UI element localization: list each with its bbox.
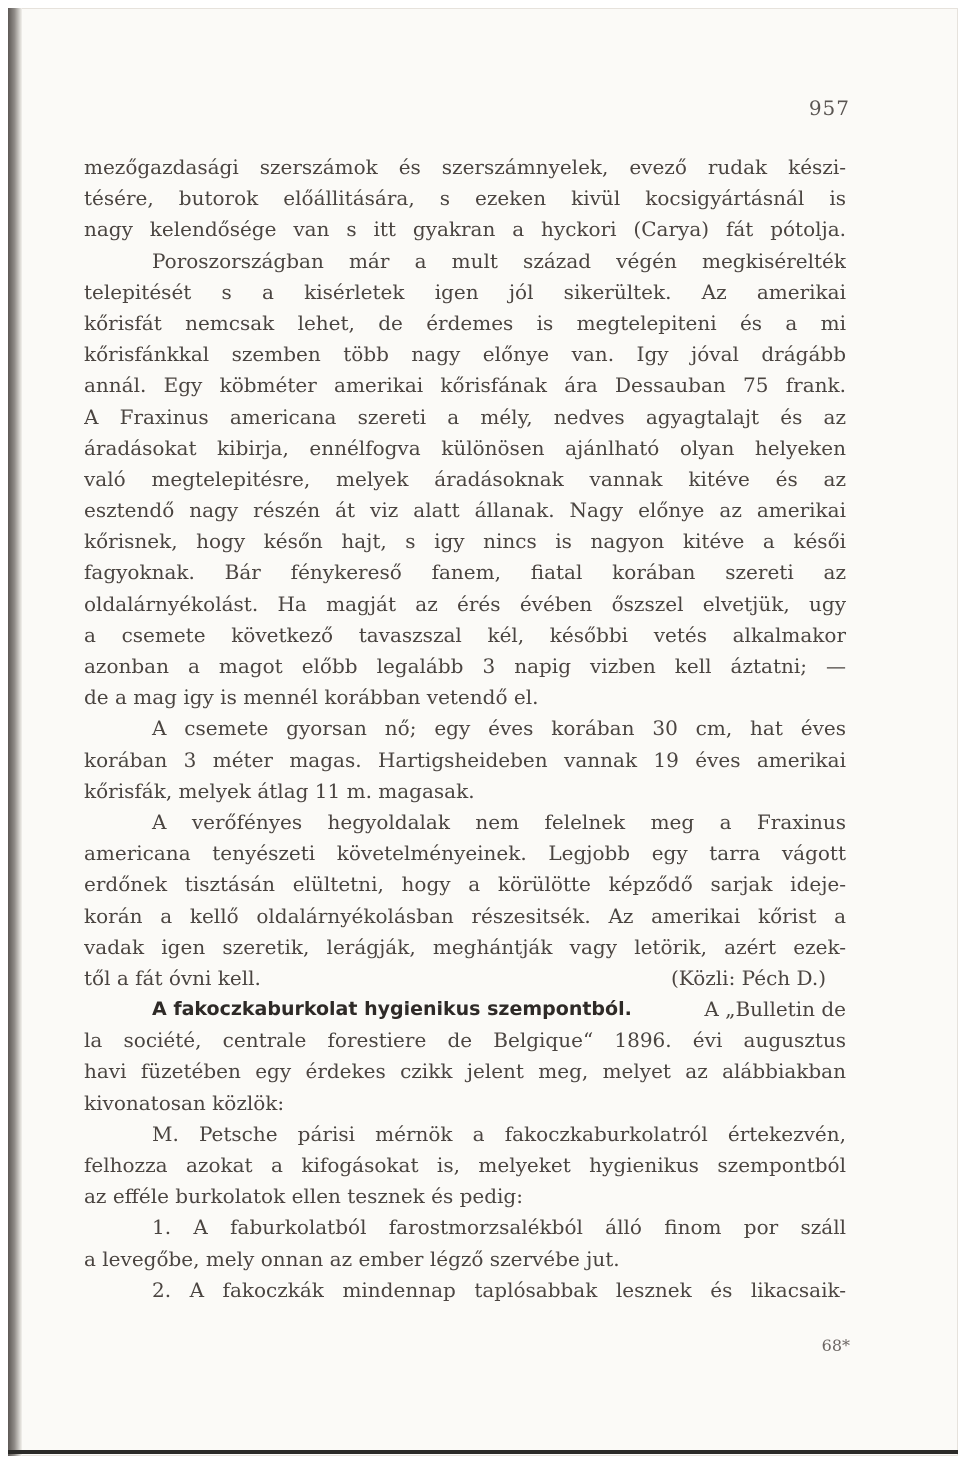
text-line: de a mag igy is mennél korábban vetendő el.	[84, 685, 539, 710]
text-line: a csemete következő tavaszszal kél, későbbi vetés alkalmakor	[84, 622, 846, 647]
text-line: la société, centrale forestiere de Belgique“ 1896. évi augusztus	[84, 1028, 846, 1053]
text-line: felhozza azokat a kifogásokat is, melyeket hygienikus szempontból	[84, 1153, 846, 1177]
signature-mark: 68*	[821, 1336, 850, 1355]
text-line: vadak igen szeretik, lerágják, meghántják vagy letörik, azért ezek-	[84, 934, 846, 959]
binding-shadow	[8, 8, 22, 1456]
text-line: havi füzetében egy érdekes czikk jelent meg, melyet az alábbiakban	[84, 1059, 846, 1084]
text-line: 1. A faburkolatból farostmorzsalékból álló finom por száll	[152, 1215, 846, 1240]
text-line: telepitését s a kisérletek igen jól sikerültek. Az amerikai	[84, 279, 846, 304]
text-line: annál. Egy köbméter amerikai kőrisfának ára Dessauban 75 frank.	[84, 373, 846, 398]
text-line: mezőgazdasági szerszámok és szerszámnyelek, evező rudak készi-	[84, 155, 846, 179]
text-line: A csemete gyorsan nő; egy éves korában 30 cm, hat éves	[152, 716, 846, 741]
text-line: esztendő nagy részén át viz alatt állanak. Nagy előnye az amerikai	[84, 498, 846, 523]
section-heading-line	[84, 994, 846, 1025]
text-line: az efféle burkolatok ellen tesznek és pedig:	[84, 1184, 523, 1209]
credit: (Közli: Péch D.)	[671, 965, 826, 990]
text-line: A Fraxinus americana szereti a mély, nedves agyagtalajt és az	[84, 404, 846, 429]
text-line: Poroszországban már a mult század végén megkisérelték	[152, 248, 846, 273]
text-line: oldalárnyékolást. Ha magját az érés évében őszszel elvetjük, ugy	[84, 591, 846, 616]
text-line: azonban a magot előbb legalább 3 napig vizben kell áztatni; —	[84, 654, 846, 678]
text-line: kőrisnek, hogy későn hajt, s igy nincs is nagyon kitéve a késői	[84, 529, 846, 554]
page-bottom-edge	[8, 1450, 958, 1454]
text-line: A verőfényes hegyoldalak nem felelnek meg a Fraxinus	[152, 809, 846, 834]
text-line: től a fát óvni kell.	[84, 965, 261, 990]
text-line: korán a kellő oldalárnyékolásban részesitsék. Az amerikai kőrist a	[84, 903, 846, 928]
text-line: kivonatosan közlök:	[84, 1090, 285, 1115]
text-line: A „Bulletin de	[704, 997, 846, 1022]
text-line: a levegőbe, mely onnan az ember légző szervébe jut.	[84, 1246, 620, 1271]
text-line: 2. A fakoczkák mindennap taplósabbak lesznek és likacsaik-	[152, 1277, 846, 1302]
page-number: 957	[808, 96, 850, 120]
text-line: tésére, butorok előállitására, s ezeken kivül kocsigyártásnál is	[84, 186, 846, 211]
text-line: americana tenyészeti követelményeinek. Legjobb egy tarra vágott	[84, 841, 846, 866]
text-line: nagy kelendősége van s itt gyakran a hyckori (Carya) fát pótolja.	[84, 217, 846, 242]
text-line: fagyoknak. Bár fénykereső fanem, fiatal korában szereti az	[84, 560, 846, 585]
text-line: M. Petsche párisi mérnök a fakoczkaburkolatról értekezvén,	[152, 1121, 846, 1146]
text-line: áradásokat kibirja, ennélfogva különösen ajánlható olyan helyeken	[84, 435, 846, 460]
section-heading: A fakoczkaburkolat hygienikus szempontból.	[152, 998, 632, 1021]
text-line: kőrisfánkkal szemben több nagy előnye van. Igy jóval drágább	[84, 342, 846, 367]
text-line-with-credit	[84, 963, 846, 994]
text-line: való megtelepitésre, melyek áradásoknak vannak kitéve és az	[84, 466, 846, 491]
text-line: kőrisfát nemcsak lehet, de érdemes is megtelepiteni és a mi	[84, 310, 846, 335]
text-line: kőrisfák, melyek átlag 11 m. magasak.	[84, 778, 475, 803]
body-text	[84, 152, 846, 1306]
text-line: korában 3 méter magas. Hartigsheideben vannak 19 éves amerikai	[84, 747, 846, 772]
text-line: erdőnek tisztásán elültetni, hogy a körülötte képződő sarjak ideje-	[84, 872, 846, 897]
